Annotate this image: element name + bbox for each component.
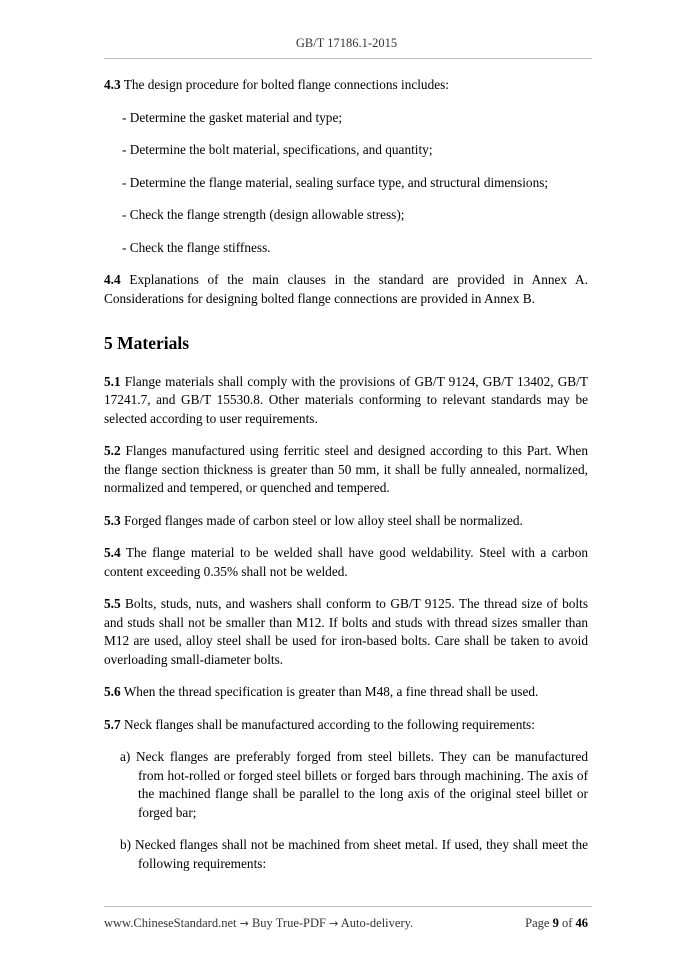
clause-number: 5.3 [104, 512, 121, 528]
clause-text: Flange materials shall comply with the provisions of GB/T 9124, GB/T 13402, GB/T 17241.7, and GB/T 15530.8. Other materials conforming to relevant standards may be selected according to user requirements. [104, 373, 588, 426]
auto-delivery-text: Auto-delivery. [338, 916, 414, 930]
clause-number: 4.4 [104, 272, 121, 287]
section-heading-materials: 5 Materials [104, 333, 190, 353]
clause-text: Explanations of the main clauses in the standard are provided in Annex A. Considerations for designing bolted flange connections are provided in Annex B. [104, 272, 588, 306]
total-pages: 46 [575, 916, 588, 930]
page-number: 9 [552, 916, 559, 930]
arrow-right-icon: → [239, 917, 249, 930]
clause-number: 5.5 [104, 596, 121, 611]
of-label: of [561, 916, 573, 930]
page-indicator [525, 916, 588, 931]
clause-text: The design procedure for bolted flange connections includes: [120, 77, 450, 92]
buy-text: Buy True-PDF [248, 916, 330, 930]
list-item: - Check the flange stiffness. [122, 239, 271, 255]
footer-divider [104, 906, 592, 907]
site-link[interactable]: www.ChineseStandard.net [104, 916, 237, 930]
arrow-right-icon: → [329, 917, 339, 930]
list-item: - Determine the gasket material and type; [122, 109, 343, 125]
list-item: - Check the flange strength (design allowable stress); [122, 207, 405, 222]
clause-text: Neck flanges shall be manufactured according to the following requirements: [120, 716, 535, 732]
clause-text: Forged flanges made of carbon steel or low alloy steel shall be normalized. [120, 512, 523, 528]
clause-number: 5.2 [104, 443, 121, 458]
clause-5-2 [104, 442, 588, 498]
sub-item-a: a) Neck flanges are preferably forged from steel billets. They can be manufactured from hot-rolled or forged steel billets or forged bars through machining. The axis of the machined flange shall be parallel to the long axis of the original steel billet or forged bar; [120, 749, 588, 820]
clause-4-4 [104, 271, 588, 308]
document-header [0, 36, 693, 51]
clause-text: Flanges manufactured using ferritic steel and designed according to this Part. When the flange section thickness is greater than 50 mm, it shall be fully annealed, normalized, normalized and tempered, or quenched and tempered. [104, 443, 588, 495]
clause-number: 5.6 [104, 684, 121, 699]
clause-4-3 [104, 76, 588, 95]
sub-item-b: b) Necked flanges shall not be machined from sheet metal. If used, they shall meet the following requirements: [120, 837, 588, 871]
clause-text: The flange material to be welded shall have good weldability. Steel with a carbon content exceeding 0.35% shall not be welded. [104, 545, 588, 579]
clause-number: 5.1 [104, 373, 121, 389]
clause-5-4 [104, 544, 588, 581]
clause-5-1 [104, 373, 588, 429]
clause-5-5 [104, 595, 588, 669]
list-item: - Determine the bolt material, specifications, and quantity; [122, 142, 433, 157]
page-content [104, 76, 588, 887]
clause-5-7 [104, 716, 588, 735]
header-divider [104, 58, 592, 59]
clause-number: 5.7 [104, 716, 121, 732]
clause-number: 4.3 [104, 77, 121, 92]
list-item: - Determine the flange material, sealing surface type, and structural dimensions; [122, 174, 549, 190]
clause-number: 5.4 [104, 545, 121, 560]
clause-text: When the thread specification is greater than M48, a fine thread shall be used. [120, 684, 539, 699]
clause-5-6 [104, 683, 588, 702]
clause-text: Bolts, studs, nuts, and washers shall conform to GB/T 9125. The thread size of bolts and studs shall not be smaller than M12. If bolts and studs with thread sizes smaller than M12 are used, alloy steel shall be used for iron-based bolts. Care shall be taken to avoid overloading small-diameter bolts. [104, 596, 588, 667]
standard-number: GB/T 17186.1-2015 [295, 36, 398, 50]
footer-promo [104, 916, 413, 931]
clause-5-3 [104, 512, 588, 531]
page-label: Page [525, 916, 550, 930]
